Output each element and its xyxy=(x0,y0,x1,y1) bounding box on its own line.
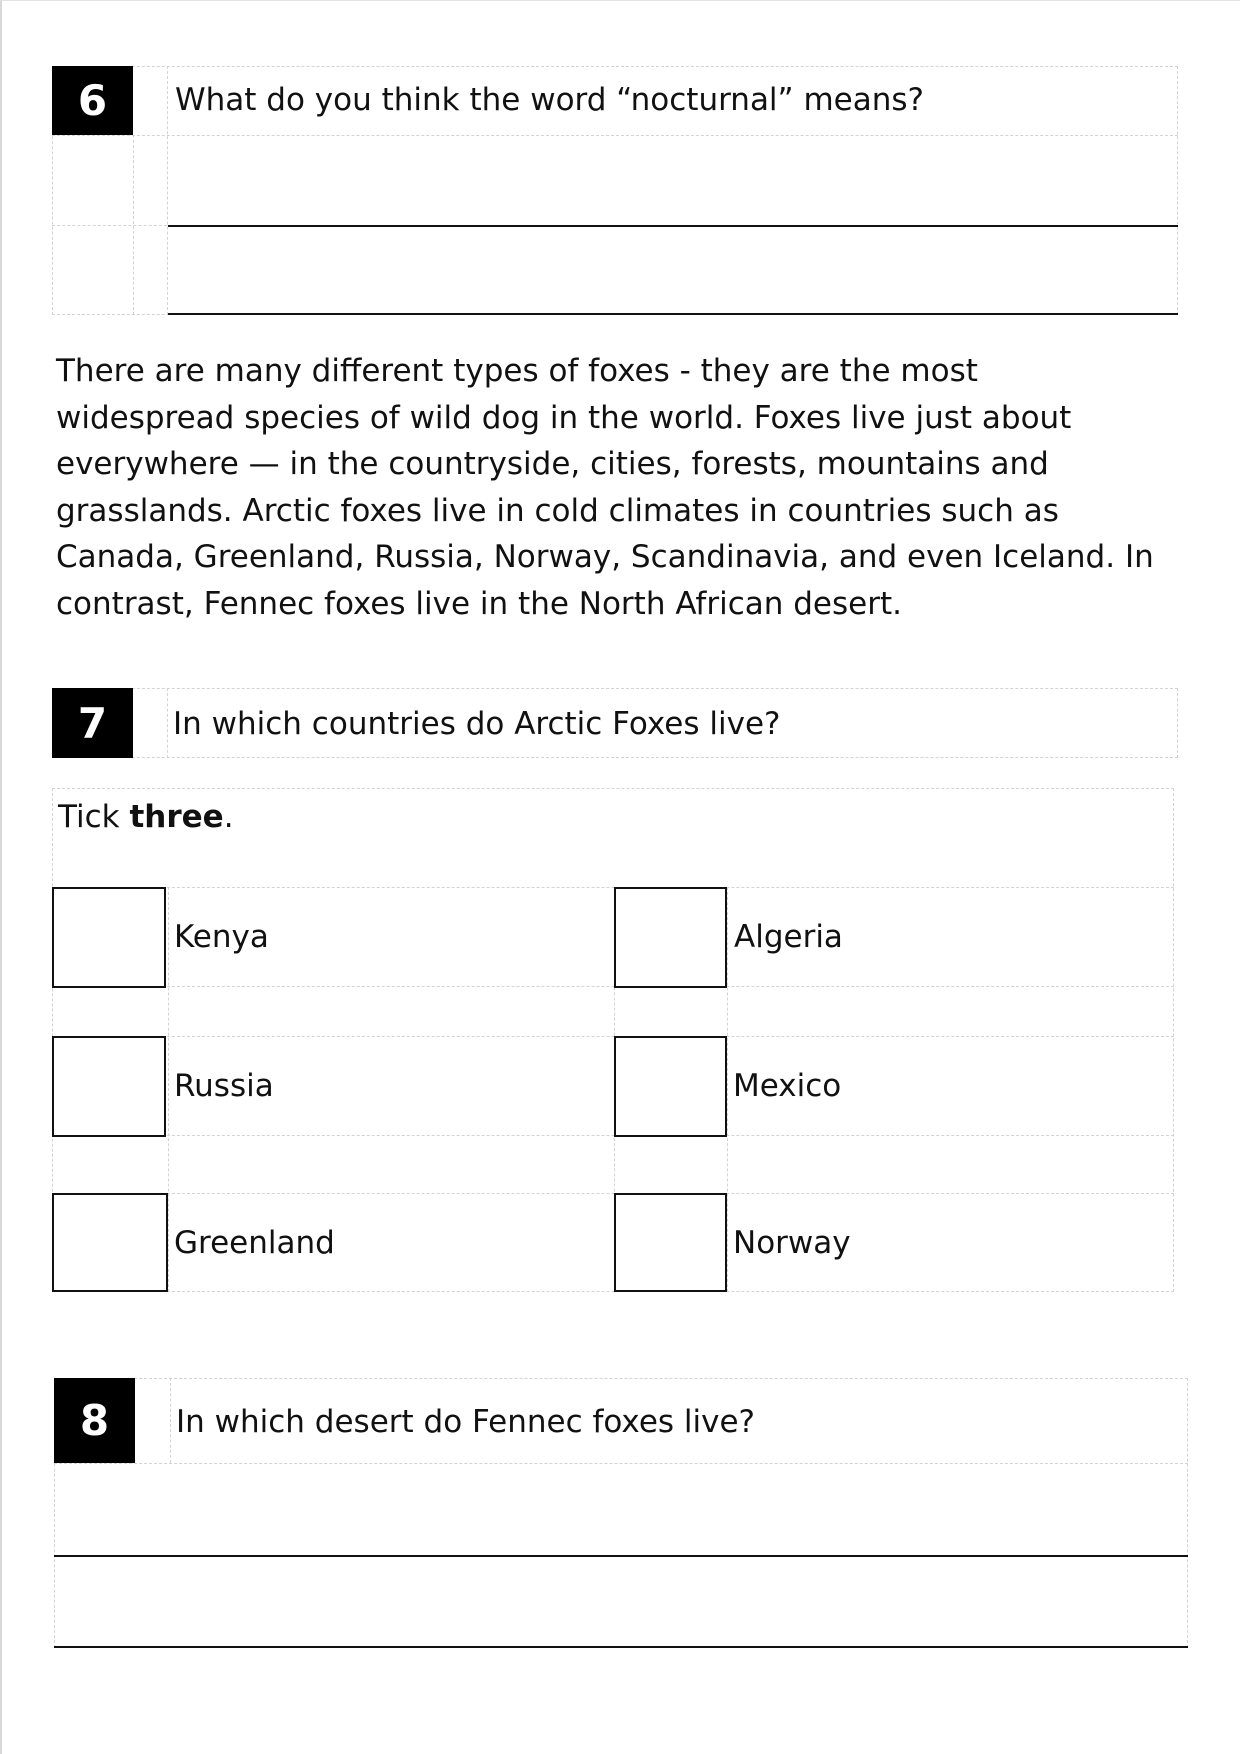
passage-line: widespread species of wild dog in the world. Foxes live just about xyxy=(56,399,1072,436)
tick-grid-line xyxy=(52,887,1174,888)
question-number: 7 xyxy=(52,688,133,758)
question-number: 8 xyxy=(54,1378,135,1463)
tick-grid-line xyxy=(52,986,1174,987)
checkbox-mexico[interactable] xyxy=(614,1036,727,1137)
checkbox-russia[interactable] xyxy=(52,1036,166,1137)
q6-divider xyxy=(167,66,168,315)
q6-divider xyxy=(52,225,167,226)
q6-divider xyxy=(133,135,134,315)
q7-divider xyxy=(167,688,168,758)
passage-line: Canada, Greenland, Russia, Norway, Scandinavia, and even Iceland. In xyxy=(56,539,1154,575)
option-label: Russia xyxy=(174,1068,274,1104)
tick-grid-line xyxy=(52,1036,1174,1037)
passage-line: contrast, Fennec foxes live in the North African desert. xyxy=(56,585,902,622)
checkbox-greenland[interactable] xyxy=(52,1193,168,1292)
tick-suffix: . xyxy=(223,799,234,835)
question-text: What do you think the word “nocturnal” means? xyxy=(175,82,924,118)
tick-grid-line xyxy=(168,887,169,1292)
tick-grid xyxy=(52,788,1174,1292)
checkbox-norway[interactable] xyxy=(614,1193,727,1292)
question-text: In which countries do Arctic Foxes live? xyxy=(173,706,781,742)
passage-line: There are many different types of foxes - they are the most xyxy=(56,353,978,389)
checkbox-algeria[interactable] xyxy=(614,887,727,988)
q6-divider xyxy=(52,135,1178,136)
tick-grid-line xyxy=(727,887,728,1292)
tick-grid-line xyxy=(52,1135,1174,1136)
question-text: In which desert do Fennec foxes live? xyxy=(176,1404,755,1440)
reading-passage xyxy=(56,348,1186,627)
answer-line[interactable] xyxy=(168,313,1178,315)
tick-emphasis: three xyxy=(129,799,224,835)
answer-line[interactable] xyxy=(54,1646,1188,1648)
option-label: Mexico xyxy=(733,1068,842,1104)
tick-grid-line xyxy=(52,1193,1174,1194)
option-label: Kenya xyxy=(174,919,269,955)
option-label: Algeria xyxy=(734,919,843,955)
q8-divider xyxy=(54,1463,1188,1464)
question-number: 6 xyxy=(52,66,133,135)
option-label: Norway xyxy=(733,1225,851,1261)
q8-divider xyxy=(170,1378,171,1463)
answer-line[interactable] xyxy=(168,225,1178,227)
tick-instruction xyxy=(58,799,234,835)
option-label: Greenland xyxy=(174,1225,335,1261)
answer-line[interactable] xyxy=(54,1555,1188,1557)
passage-line: grasslands. Arctic foxes live in cold climates in countries such as xyxy=(56,492,1059,529)
checkbox-kenya[interactable] xyxy=(52,887,166,988)
tick-prefix: Tick xyxy=(58,799,130,835)
passage-line: everywhere — in the countryside, cities, forests, mountains and xyxy=(56,446,1049,482)
